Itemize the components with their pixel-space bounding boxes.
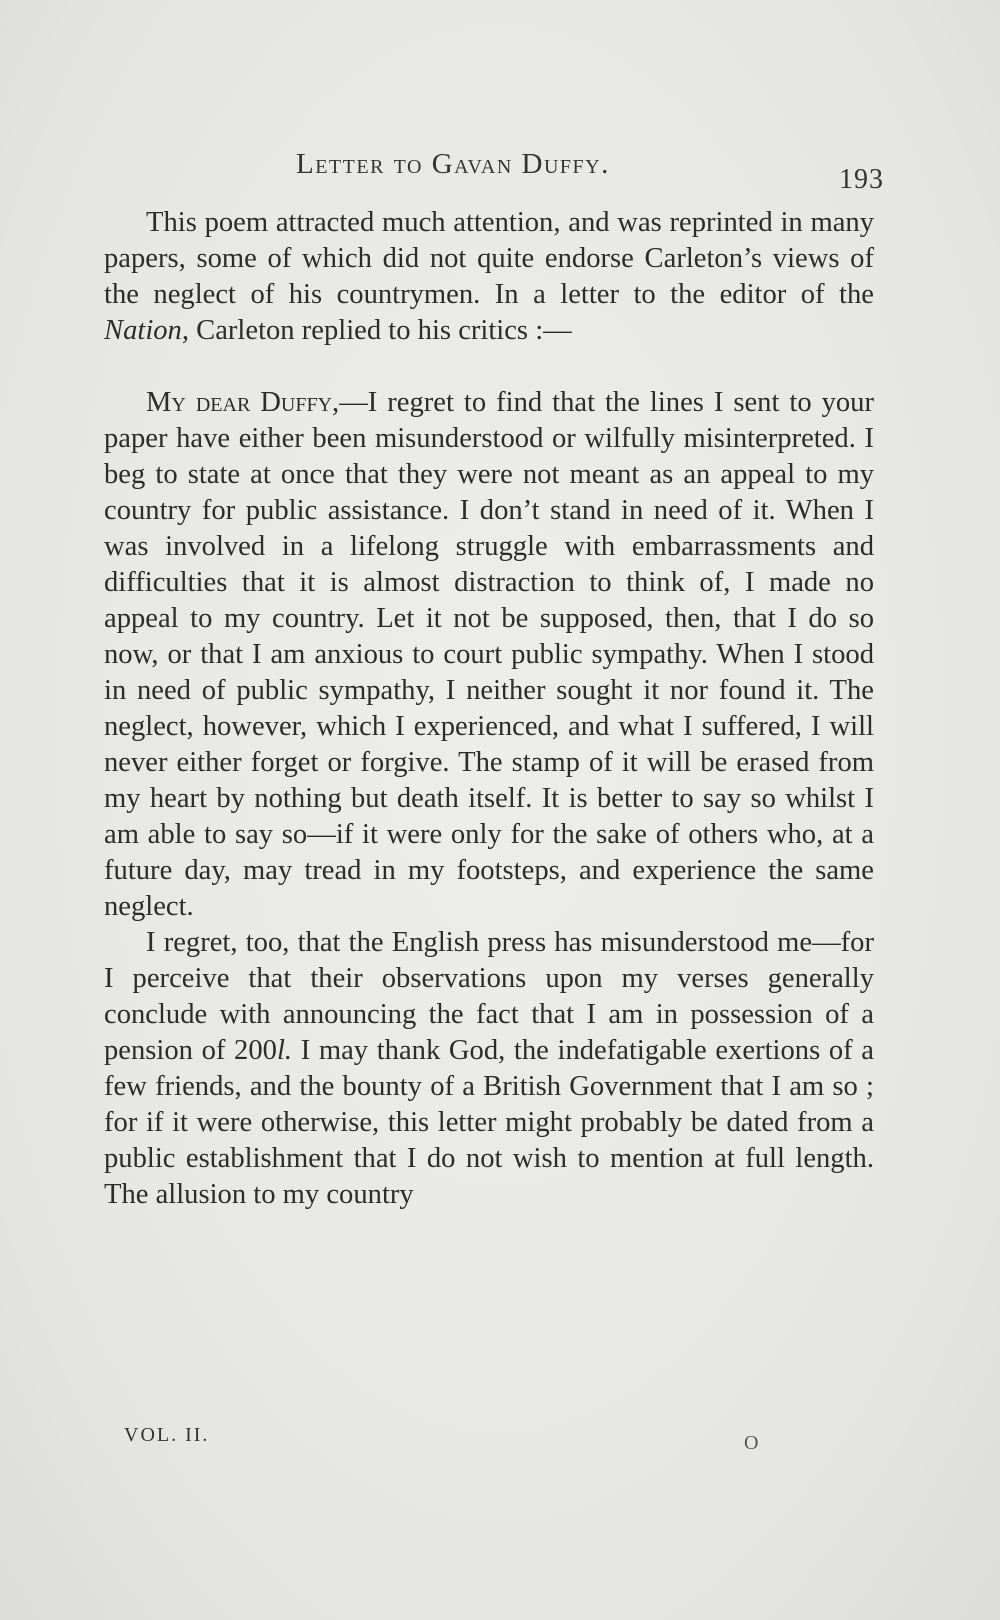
running-head: Letter to Gavan Duffy. (296, 148, 610, 180)
currency-unit: l. (276, 1035, 293, 1066)
letter-salutation: My dear Duffy, (146, 387, 340, 418)
page-body (104, 205, 874, 1213)
signature-letter: O (744, 1432, 759, 1454)
letter-paragraph-1 (104, 385, 874, 925)
intro-text-end: Carleton replied to his critics :— (189, 315, 572, 346)
intro-paragraph (104, 205, 874, 349)
page-number: 193 (839, 164, 884, 195)
letter-paragraph-2-end: I may thank God, the indefatigable exertions of a few friends, and the bounty of a British Government that I am so ; for if it were otherwise, this letter might probably be dated from a public establishment that I do not wish to mention at full length. The allusion to my country (104, 1035, 874, 1210)
intro-text-start: This poem attracted much attention, and was reprinted in many papers, some of which did not quite endorse Carleton’s views of the neglect of his countrymen. In a letter to the editor of the (104, 207, 874, 310)
page-header (120, 148, 884, 195)
letter-paragraph-2-start: I regret, too, that the English press has misunderstood me—for I perceive that their observations upon my verses generally conclude with announcing the fact that I am in possession of a pension of 200 (104, 927, 874, 1066)
publication-name: Nation, (104, 315, 189, 346)
volume-mark: VOL. II. (124, 1424, 210, 1446)
letter-paragraph-1-text: —I regret to find that the lines I sent to your paper have either been misunderstood or wilfully misinterpreted. I beg to state at once that they were not meant as an appeal to my country for public assistance. I don’t stand in need of it. When I was involved in a lifelong struggle with embarrassments and difficulties that it is almost distraction to think of, I made no appeal to my country. Let it not be supposed, then, that I do so now, or that I am anxious to court public sympathy. When I stood in need of public sympathy, I neither sought it nor found it. The neglect, however, which I experienced, and what I suffered, I will never either forget or forgive. The stamp of it will be erased from my heart by nothing but death itself. It is better to say so whilst I am able to say so—if it were only for the sake of others who, at a future day, may tread in my footsteps, and experience the same neglect. (104, 387, 874, 922)
page-footer (124, 1424, 764, 1464)
letter-paragraph-2 (104, 925, 874, 1213)
